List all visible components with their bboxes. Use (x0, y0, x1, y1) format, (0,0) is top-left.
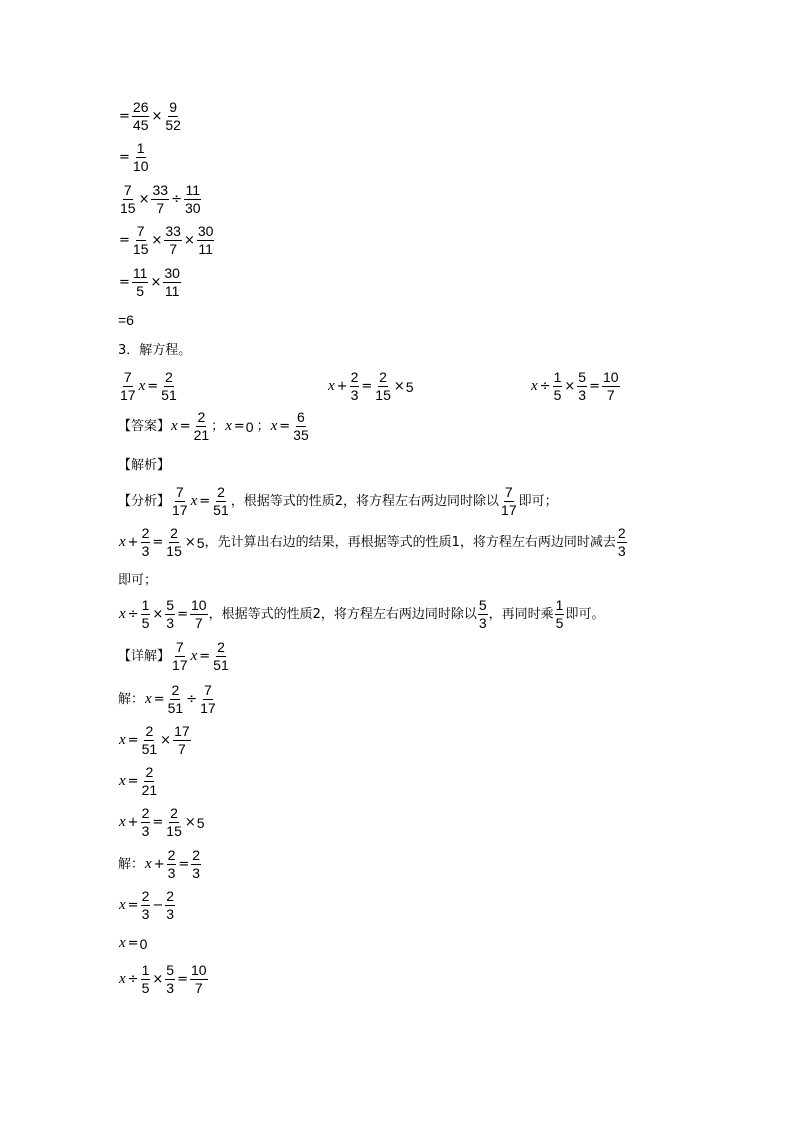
fraction: $\frac{2}{51}$ (213, 484, 229, 518)
fraction: $\frac{33}{7}$ (152, 182, 169, 216)
variable-x: x (119, 897, 126, 913)
answer-line (118, 410, 311, 443)
fraction: $\frac{11}{30}$ (184, 182, 201, 216)
fraction: $\frac{2}{15}$ (375, 369, 391, 403)
plus-sign: + (127, 535, 139, 550)
equals-sign: = (119, 109, 130, 124)
plus-sign: + (153, 857, 165, 872)
problem-1 (118, 370, 179, 403)
divide-sign: ÷ (127, 972, 139, 987)
fraction: $\frac{2}{15}$ (166, 805, 182, 839)
analysis-line-1 (118, 485, 558, 518)
times-sign: × (184, 535, 196, 550)
fraction: $\frac{11}{5}$ (132, 265, 148, 299)
times-sign: × (152, 972, 164, 987)
fraction: $\frac{9}{52}$ (165, 99, 181, 133)
analysis-line-2 (118, 526, 628, 559)
analysis-text: 即可； (518, 494, 558, 509)
analysis-heading (118, 459, 170, 472)
detail-line-9 (118, 963, 209, 996)
equals-sign: = (127, 898, 139, 913)
equals-sign: = (361, 379, 373, 394)
plus-sign: + (127, 815, 139, 830)
times-sign: × (152, 607, 164, 622)
equals-sign: = (178, 857, 190, 872)
fraction: $\frac{2}{51}$ (167, 682, 184, 716)
detail-line-7 (118, 889, 176, 922)
times-sign: × (138, 192, 150, 207)
number: 0 (139, 935, 148, 952)
variable-x: x (190, 648, 198, 664)
answer-label: 【答案】 (118, 419, 171, 434)
calc-line-1 (118, 100, 183, 133)
fraction: $\frac{5}{3}$ (166, 962, 175, 996)
fraction: $\frac{2}{15}$ (166, 525, 182, 559)
fraction: $\frac{2}{3}$ (141, 525, 150, 559)
equals-sign: = (589, 379, 600, 394)
equals-sign: = (177, 972, 188, 987)
equals-sign: = (279, 419, 291, 434)
variable-x: x (225, 418, 232, 434)
calc-line-2 (118, 141, 150, 174)
variable-x: x (119, 814, 126, 830)
fraction: $\frac{26}{45}$ (132, 99, 149, 133)
separator: ； (211, 419, 225, 434)
detail-line-4 (118, 765, 159, 798)
equals-sign: = (127, 774, 139, 789)
problem-2 (327, 370, 414, 403)
plus-sign: + (336, 379, 348, 394)
separator: ； (256, 419, 270, 434)
variable-x: x (190, 493, 198, 509)
fraction: $\frac{2}{3}$ (166, 888, 175, 922)
detail-label: 【详解】 (118, 649, 171, 664)
problem-3 (530, 370, 621, 403)
equals-sign: = (152, 535, 164, 550)
jie-label: 解： (118, 857, 145, 872)
variable-x: x (119, 971, 126, 987)
fraction: $\frac{2}{3}$ (141, 888, 150, 922)
jie-label: 解： (118, 692, 145, 707)
times-sign: × (184, 815, 196, 830)
fraction: $\frac{7}{15}$ (120, 182, 136, 216)
analysis-text: ，先计算出右边的结果，再根据等式的性质1，将方程左右两边同时减去 (204, 535, 616, 550)
times-sign: × (150, 275, 162, 290)
fraction: $\frac{30}{11}$ (197, 223, 214, 257)
fraction: $\frac{1}{5}$ (553, 369, 562, 403)
fraction: $\frac{10}{7}$ (190, 962, 207, 996)
variable-x: x (531, 378, 538, 394)
number: 5 (405, 378, 414, 395)
analysis-line-3 (118, 598, 604, 631)
number: 5 (196, 534, 205, 551)
equals-sign: = (177, 607, 188, 622)
detail-line-5 (118, 806, 205, 839)
variable-x: x (270, 418, 278, 434)
variable-x: x (328, 378, 335, 394)
analysis-text: 即可。 (565, 607, 605, 622)
fraction: $\frac{7}{17}$ (501, 484, 517, 518)
variable-x: x (119, 732, 126, 748)
variable-x: x (138, 378, 146, 394)
fraction: $\frac{7}{17}$ (120, 369, 136, 403)
equals-sign: = (233, 419, 245, 434)
analysis-text: 即可； (118, 573, 158, 588)
detail-line-3 (118, 724, 192, 757)
detail-line-1 (118, 640, 231, 673)
fraction: $\frac{1}{10}$ (132, 140, 149, 174)
fraction: $\frac{17}{7}$ (174, 723, 190, 757)
fraction: $\frac{10}{7}$ (602, 369, 619, 403)
equals-sign: = (199, 649, 211, 664)
detail-line-2 (118, 683, 218, 716)
fraction: $\frac{2}{51}$ (161, 369, 177, 403)
calc-line-3 (118, 183, 203, 216)
equals-sign: = (127, 733, 139, 748)
fraction: $\frac{2}{3}$ (141, 805, 150, 839)
divide-sign: ÷ (171, 192, 182, 207)
variable-x: x (119, 534, 126, 550)
question-title-text: 3．解方程。 (118, 343, 192, 358)
divide-sign: ÷ (539, 379, 551, 394)
number: 0 (245, 418, 254, 435)
analysis-text: ，再同时乘 (488, 607, 554, 622)
equals-sign: = (119, 275, 130, 290)
times-sign: × (564, 379, 576, 394)
fraction: $\frac{2}{3}$ (617, 525, 626, 559)
question-title (118, 344, 191, 357)
fraction: $\frac{2}{3}$ (350, 369, 359, 403)
fraction: $\frac{1}{5}$ (141, 597, 150, 631)
fraction: $\frac{7}{15}$ (132, 223, 149, 257)
analysis-label: 【解析】 (118, 458, 171, 473)
fraction: $\frac{2}{3}$ (192, 847, 201, 881)
times-sign: × (393, 379, 405, 394)
times-sign: × (151, 109, 163, 124)
variable-x: x (145, 691, 152, 707)
calc-line-5 (118, 266, 182, 299)
calc-line-6 (118, 313, 134, 327)
fraction: $\frac{33}{7}$ (165, 223, 181, 257)
fraction: $\frac{2}{21}$ (193, 409, 210, 443)
fraction: $\frac{1}{5}$ (555, 597, 564, 631)
variable-x: x (119, 606, 126, 622)
variable-x: x (119, 935, 126, 951)
divide-sign: ÷ (186, 692, 198, 707)
equals-sign: = (152, 815, 164, 830)
fraction: $\frac{5}{3}$ (578, 369, 587, 403)
calc-line-4 (118, 224, 215, 257)
fraction: $\frac{2}{51}$ (213, 639, 229, 673)
equals-sign: = (199, 494, 211, 509)
result-text: =6 (118, 312, 134, 328)
variable-x: x (171, 418, 178, 434)
variable-x: x (145, 856, 152, 872)
times-sign: × (151, 233, 163, 248)
fraction: $\frac{6}{35}$ (293, 409, 309, 443)
times-sign: × (183, 233, 195, 248)
divide-sign: ÷ (127, 607, 139, 622)
fraction: $\frac{5}{3}$ (166, 597, 175, 631)
analysis-text: ，根据等式的性质2，将方程左右两边同时除以 (230, 494, 500, 509)
equals-sign: = (147, 379, 159, 394)
fraction: $\frac{2}{51}$ (141, 723, 158, 757)
fraction: $\frac{7}{17}$ (172, 484, 188, 518)
equals-sign: = (119, 233, 130, 248)
fraction: $\frac{30}{11}$ (164, 265, 180, 299)
fraction: $\frac{1}{5}$ (141, 962, 150, 996)
equals-sign: = (127, 936, 139, 951)
detail-line-6 (118, 848, 202, 881)
analysis-line-2b (118, 574, 157, 587)
times-sign: × (160, 733, 172, 748)
fraction: $\frac{7}{17}$ (172, 639, 188, 673)
fraction: $\frac{2}{21}$ (141, 764, 158, 798)
minus-sign: − (152, 898, 164, 913)
equals-sign: = (153, 692, 165, 707)
number: 5 (196, 814, 205, 831)
fraction: $\frac{10}{7}$ (190, 597, 207, 631)
fraction: $\frac{2}{3}$ (167, 847, 176, 881)
equals-sign: = (179, 419, 191, 434)
detail-line-8 (118, 936, 147, 951)
analysis-text: ，根据等式的性质2，将方程左右两边同时除以 (208, 607, 477, 622)
fenxi-label: 【分析】 (118, 494, 171, 509)
equals-sign: = (119, 150, 130, 165)
fraction: $\frac{7}{17}$ (200, 682, 216, 716)
variable-x: x (119, 773, 126, 789)
fraction: $\frac{5}{3}$ (478, 597, 487, 631)
